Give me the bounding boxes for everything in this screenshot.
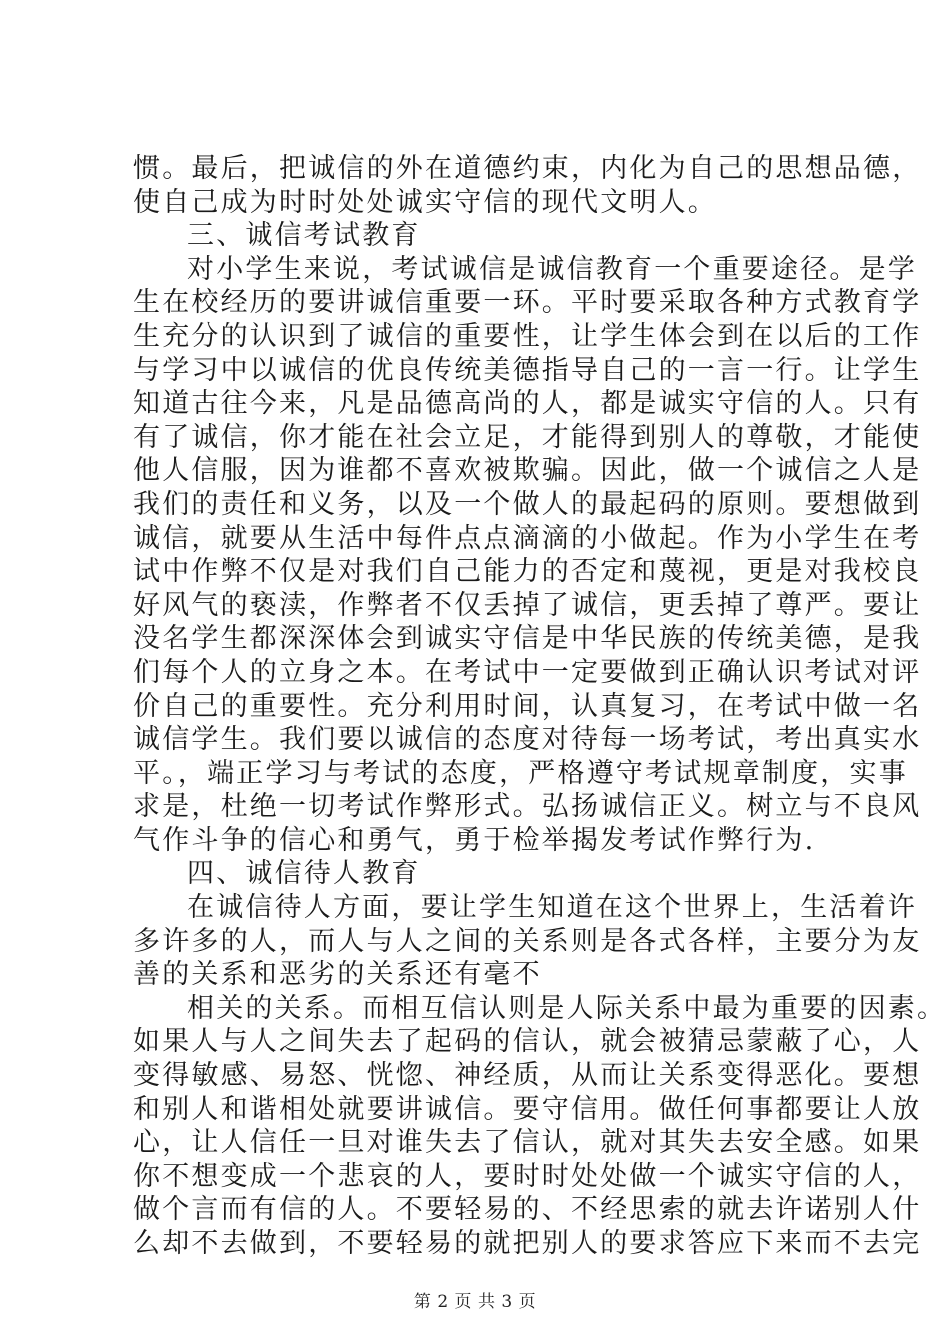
text-line: 么却不去做到，不要轻易的就把别人的要求答应下来而不去完 <box>133 1228 922 1259</box>
text-line: 生在校经历的要讲诚信重要一环。平时要采取各种方式教育学 <box>133 287 922 319</box>
text-line: 价自己的重要性。充分利用时间，认真复习，在考试中做一名 <box>133 690 922 722</box>
text-line: 求是，杜绝一切考试作弊形式。弘扬诚信正义。树立与不良风 <box>133 791 922 823</box>
text-line: 相关的关系。而相互信认则是人际关系中最为重要的因素。 <box>187 992 947 1024</box>
text-line: 知道古往今来，凡是品德高尚的人，都是诚实守信的人。只有 <box>133 388 922 420</box>
text-line: 在诚信待人方面，要让学生知道在这个世界上，生活着许 <box>187 892 917 924</box>
document-body <box>133 152 947 1261</box>
text-line: 我们的责任和义务，以及一个做人的最起码的原则。要想做到 <box>133 488 922 520</box>
text-line: 惯。最后，把诚信的外在道德约束，内化为自己的思想品德， <box>133 153 922 184</box>
text-line: 好风气的亵渎，作弊者不仅丢掉了诚信，更丢掉了尊严。要让 <box>133 589 922 621</box>
section-heading: 三、诚信考试教育 <box>187 220 421 252</box>
page-footer: 第 2 页 共 3 页 <box>413 1292 537 1312</box>
text-line: 平。，端正学习与考试的态度，严格遵守考试规章制度，实事 <box>133 757 908 789</box>
text-line: 如果人与人之间失去了起码的信认，就会被猜忌蒙蔽了心，人 <box>133 1026 922 1058</box>
text-line: 对小学生来说，考试诚信是诚信教育一个重要途径。是学 <box>187 253 917 285</box>
text-line: 生充分的认识到了诚信的重要性，让学生体会到在以后的工作 <box>133 320 922 352</box>
section-heading: 四、诚信待人教育 <box>187 858 421 890</box>
text-line: 做个言而有信的人。不要轻易的、不经思索的就去许诺别人什 <box>133 1194 922 1226</box>
text-line: 诚信学生。我们要以诚信的态度对待每一场考试，考出真实水 <box>133 724 922 756</box>
text-line: 有了诚信，你才能在社会立足，才能得到别人的尊敬，才能使 <box>133 421 922 453</box>
text-line: 试中作弊不仅是对我们自己能力的否定和蔑视，更是对我校良 <box>133 556 922 588</box>
text-line: 与学习中以诚信的优良传统美德指导自己的一言一行。让学生 <box>133 354 922 386</box>
text-line: 他人信服，因为谁都不喜欢被欺骗。因此，做一个诚信之人是 <box>133 455 922 487</box>
text-line: 善的关系和恶劣的关系还有毫不 <box>133 959 542 991</box>
text-line: 气作斗争的信心和勇气，勇于检举揭发考试作弊行为. <box>133 824 816 856</box>
text-line: 使自己成为时时处处诚实守信的现代文明人。 <box>133 186 717 218</box>
text-line: 多许多的人，而人与人之间的关系则是各式各样，主要分为友 <box>133 925 922 957</box>
text-line: 们每个人的立身之本。在考试中一定要做到正确认识考试对评 <box>133 656 922 688</box>
text-line: 变得敏感、易怒、恍惚、神经质，从而让关系变得恶化。要想 <box>133 1060 922 1092</box>
text-line: 没名学生都深深体会到诚实守信是中华民族的传统美德，是我 <box>133 623 922 655</box>
text-line: 你不想变成一个悲哀的人，要时时处处做一个诚实守信的人， <box>133 1160 922 1192</box>
text-line: 诚信，就要从生活中每件点点滴滴的小做起。作为小学生在考 <box>133 522 922 554</box>
text-line: 心，让人信任一旦对谁失去了信认，就对其失去安全感。如果 <box>133 1127 922 1159</box>
text-line: 和别人和谐相处就要讲诚信。要守信用。做任何事都要让人放 <box>133 1093 922 1125</box>
